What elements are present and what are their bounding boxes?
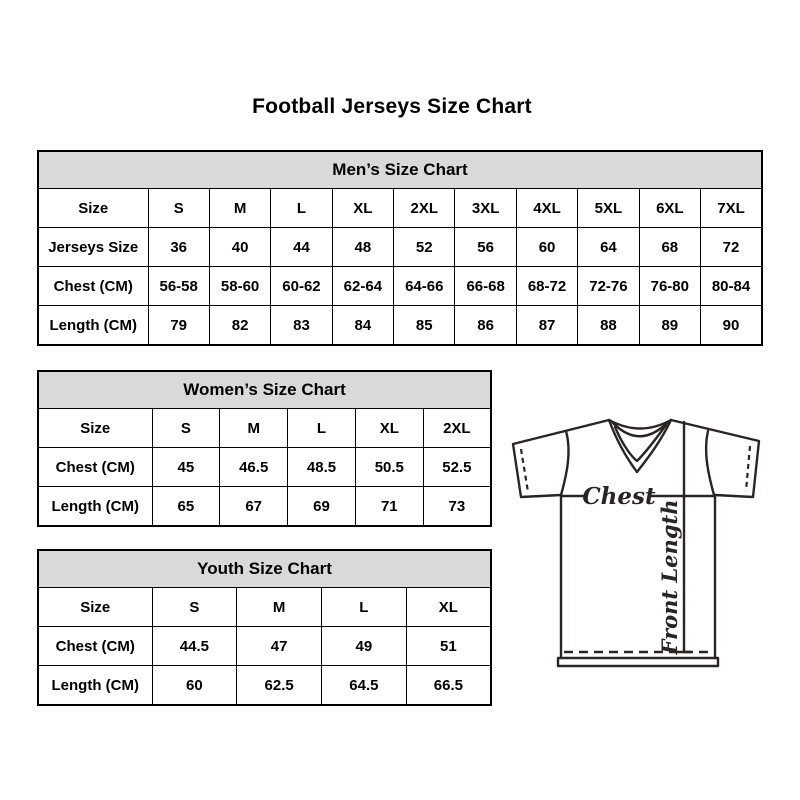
value-cell: 71 (355, 487, 423, 527)
value-cell: 49 (322, 627, 407, 666)
jersey-left-armhole-seam (561, 431, 569, 495)
womens-table-body (38, 409, 491, 527)
value-cell: 40 (209, 228, 270, 267)
value-cell: M (220, 409, 288, 448)
table-row (38, 588, 491, 627)
page-title: Football Jerseys Size Chart (252, 95, 532, 118)
value-cell: 48 (332, 228, 393, 267)
table-row (38, 627, 491, 666)
value-cell: 52.5 (423, 448, 491, 487)
value-cell: 68-72 (516, 267, 577, 306)
value-cell: M (237, 588, 322, 627)
value-cell: 84 (332, 306, 393, 346)
value-cell: 44 (271, 228, 332, 267)
jersey-left-cuff-stitch-line (521, 449, 528, 492)
value-cell: 64-66 (394, 267, 455, 306)
value-cell: 46.5 (220, 448, 288, 487)
mens-table-title: Men’s Size Chart (38, 151, 762, 189)
table-title-row (38, 550, 491, 588)
chest-label: Chest (582, 483, 656, 510)
value-cell: 62-64 (332, 267, 393, 306)
row-label-cell: Jerseys Size (38, 228, 148, 267)
value-cell: 60 (516, 228, 577, 267)
value-cell: 3XL (455, 189, 516, 228)
value-cell: 72-76 (578, 267, 639, 306)
value-cell: S (152, 588, 237, 627)
value-cell: 6XL (639, 189, 700, 228)
value-cell: L (322, 588, 407, 627)
value-cell: 65 (152, 487, 220, 527)
mens-size-chart-table (37, 150, 763, 346)
table-row (38, 487, 491, 527)
value-cell: S (152, 409, 220, 448)
row-label-cell: Length (CM) (38, 487, 152, 527)
value-cell: 2XL (423, 409, 491, 448)
value-cell: L (288, 409, 356, 448)
table-title-row (38, 151, 762, 189)
value-cell: 36 (148, 228, 209, 267)
value-cell: 52 (394, 228, 455, 267)
row-label-cell: Chest (CM) (38, 267, 148, 306)
value-cell: 66.5 (406, 666, 491, 706)
value-cell: 89 (639, 306, 700, 346)
womens-table-title: Women’s Size Chart (38, 371, 491, 409)
table-row (38, 306, 762, 346)
value-cell: 58-60 (209, 267, 270, 306)
table-row (38, 448, 491, 487)
value-cell: L (271, 189, 332, 228)
table-row (38, 267, 762, 306)
value-cell: 4XL (516, 189, 577, 228)
value-cell: M (209, 189, 270, 228)
value-cell: 48.5 (288, 448, 356, 487)
value-cell: 85 (394, 306, 455, 346)
value-cell: 83 (271, 306, 332, 346)
row-label-cell: Length (CM) (38, 306, 148, 346)
value-cell: 2XL (394, 189, 455, 228)
front-length-label: Front Length (657, 499, 682, 655)
womens-size-chart-table (37, 370, 492, 527)
row-label-cell: Length (CM) (38, 666, 152, 706)
value-cell: 44.5 (152, 627, 237, 666)
table-row (38, 189, 762, 228)
youth-table-body (38, 588, 491, 706)
youth-table-title: Youth Size Chart (38, 550, 491, 588)
value-cell: 68 (639, 228, 700, 267)
jersey-right-cuff-stitch-line (746, 446, 750, 491)
value-cell: 56 (455, 228, 516, 267)
value-cell: 69 (288, 487, 356, 527)
value-cell: 73 (423, 487, 491, 527)
value-cell: 86 (455, 306, 516, 346)
value-cell: 79 (148, 306, 209, 346)
value-cell: 80-84 (701, 267, 762, 306)
value-cell: 88 (578, 306, 639, 346)
value-cell: 87 (516, 306, 577, 346)
value-cell: 66-68 (455, 267, 516, 306)
value-cell: 72 (701, 228, 762, 267)
jersey-measurement-diagram (498, 403, 788, 683)
youth-size-chart-table (37, 549, 492, 706)
table-title-row (38, 371, 491, 409)
value-cell: 45 (152, 448, 220, 487)
value-cell: 82 (209, 306, 270, 346)
row-label-cell: Chest (CM) (38, 448, 152, 487)
row-label-cell: Size (38, 409, 152, 448)
mens-table-body (38, 189, 762, 346)
value-cell: XL (332, 189, 393, 228)
value-cell: 60 (152, 666, 237, 706)
value-cell: 64.5 (322, 666, 407, 706)
value-cell: 67 (220, 487, 288, 527)
value-cell: S (148, 189, 209, 228)
table-row (38, 666, 491, 706)
value-cell: 76-80 (639, 267, 700, 306)
value-cell: 64 (578, 228, 639, 267)
value-cell: 7XL (701, 189, 762, 228)
value-cell: XL (355, 409, 423, 448)
value-cell: 47 (237, 627, 322, 666)
value-cell: 60-62 (271, 267, 332, 306)
table-row (38, 228, 762, 267)
row-label-cell: Chest (CM) (38, 627, 152, 666)
table-row (38, 409, 491, 448)
jersey-right-armhole-seam (706, 431, 714, 495)
value-cell: XL (406, 588, 491, 627)
value-cell: 56-58 (148, 267, 209, 306)
jersey-hem-band (558, 658, 718, 666)
row-label-cell: Size (38, 588, 152, 627)
value-cell: 62.5 (237, 666, 322, 706)
value-cell: 5XL (578, 189, 639, 228)
row-label-cell: Size (38, 189, 148, 228)
value-cell: 51 (406, 627, 491, 666)
value-cell: 50.5 (355, 448, 423, 487)
value-cell: 90 (701, 306, 762, 346)
